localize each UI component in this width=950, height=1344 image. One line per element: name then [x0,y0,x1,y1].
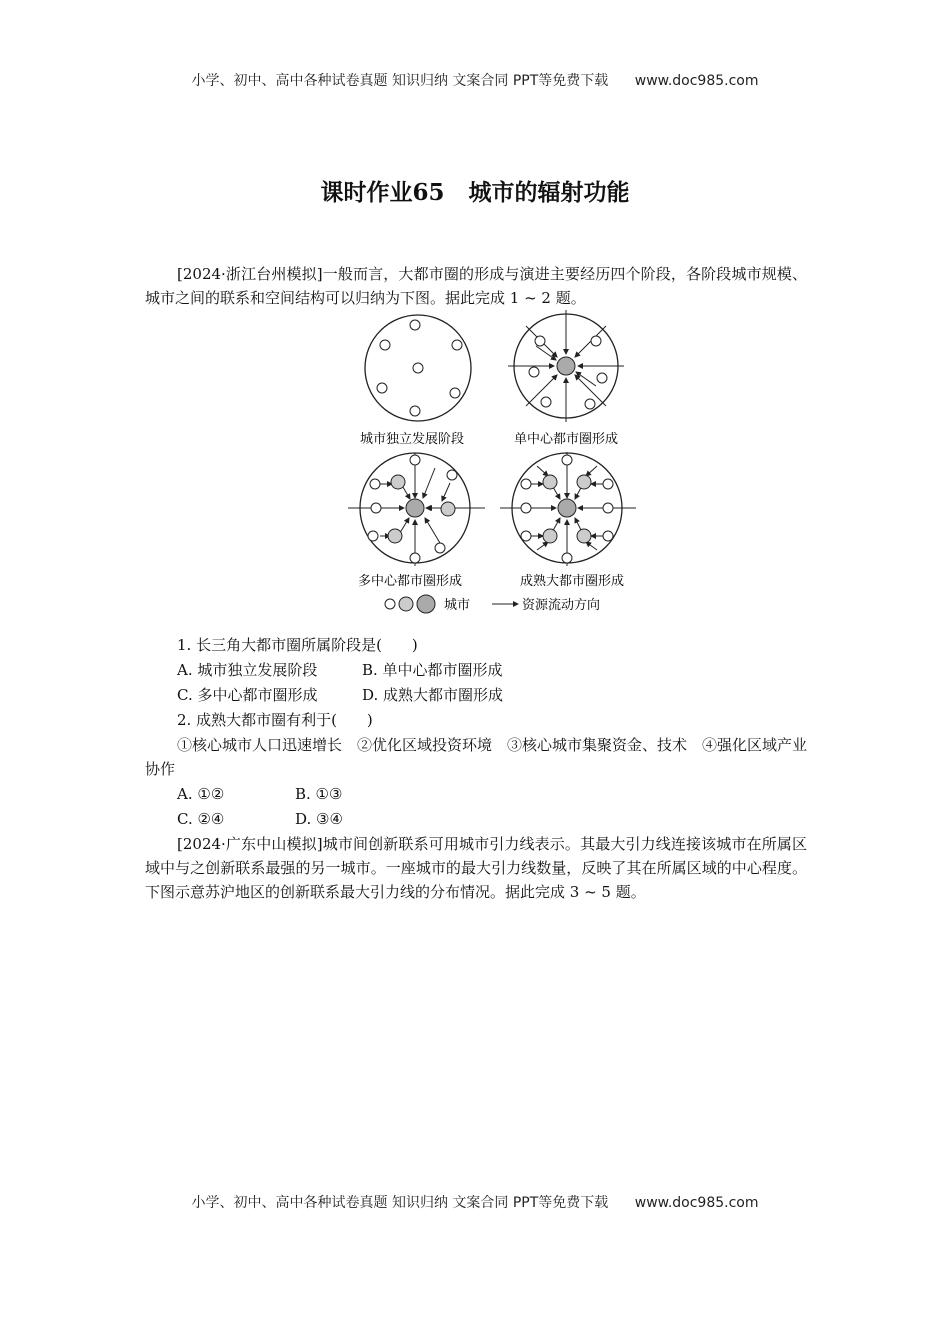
legend-city-label: 城市 [444,598,471,613]
question-2-items: ①核心城市人口迅速增长 ②优化区域投资环境 ③核心城市集聚资金、技术 ④强化区域产业协作 [145,736,808,778]
intro-paragraph-1: [2024·浙江台州模拟]一般而言，大都市圈的形成与演进主要经历四个阶段，各阶段城市规模、城市之间的联系和空间结构可以归纳为下图。据此完成 1 ~ 2 题。 [145,265,807,307]
figure-legend [385,595,600,613]
q2-option-b[interactable]: B. ①③ [295,785,343,803]
title-name: 城市的辐射功能 [468,180,630,206]
header-url: www.doc985.com [634,73,759,89]
footer-url: www.doc985.com [634,1195,759,1211]
panel-mature [500,452,636,566]
caption-panel-2: 单中心都市圈形成 [513,432,619,447]
page-header [0,70,950,90]
caption-panel-3: 多中心都市圈形成 [357,574,463,589]
q2-option-d[interactable]: D. ③④ [295,810,343,828]
header-text: 小学、初中、高中各种试卷真题 知识归纳 文案合同 PPT等免费下载 [191,73,609,89]
legend-large-city-icon [417,595,435,613]
question-1-stem: 1. 长三角大都市圈所属阶段是( ) [177,636,418,654]
question-1-options-row-2 [177,683,503,707]
legend-small-city-icon [385,599,395,609]
footer-text: 小学、初中、高中各种试卷真题 知识归纳 文案合同 PPT等免费下载 [191,1195,609,1211]
question-2-stem: 2. 成熟大都市圈有利于( ) [177,711,373,729]
q1-option-c[interactable]: C. 多中心都市圈形成 [177,686,318,704]
title-prefix: 课时作业 [320,180,413,206]
caption-panel-4: 成熟大都市圈形成 [519,574,625,589]
page-footer [0,1192,950,1212]
q1-option-d[interactable]: D. 成熟大都市圈形成 [362,686,504,704]
metropolitan-stages-figure [340,308,640,618]
panel-independent [365,315,471,421]
caption-panel-1: 城市独立发展阶段 [359,432,465,447]
panel-single-center [508,310,624,422]
legend-flow-label: 资源流动方向 [522,598,601,613]
question-1-options-row-1 [177,658,503,682]
panel-multi-center [348,453,485,566]
page-title [0,174,950,207]
question-2-options-row-1 [177,782,342,806]
title-number: 65 [412,179,445,206]
intro-paragraph-2: [2024·广东中山模拟]城市间创新联系可用城市引力线表示。其最大引力线连接该城市在所属区域中与之创新联系最强的另一城市。一座城市的最大引力线数量，反映了其在所属区域的中心程度。下图示意苏沪地区的创新联系最大引力线的分布情况。据此完成 3 ~ 5 题。 [145,835,807,901]
q2-option-c[interactable]: C. ②④ [177,810,225,828]
q1-option-a[interactable]: A. 城市独立发展阶段 [177,661,318,679]
q2-option-a[interactable]: A. ①② [177,785,225,803]
q1-option-b[interactable]: B. 单中心都市圈形成 [362,661,503,679]
question-2-options-row-2 [177,807,343,831]
legend-medium-city-icon [399,597,413,611]
